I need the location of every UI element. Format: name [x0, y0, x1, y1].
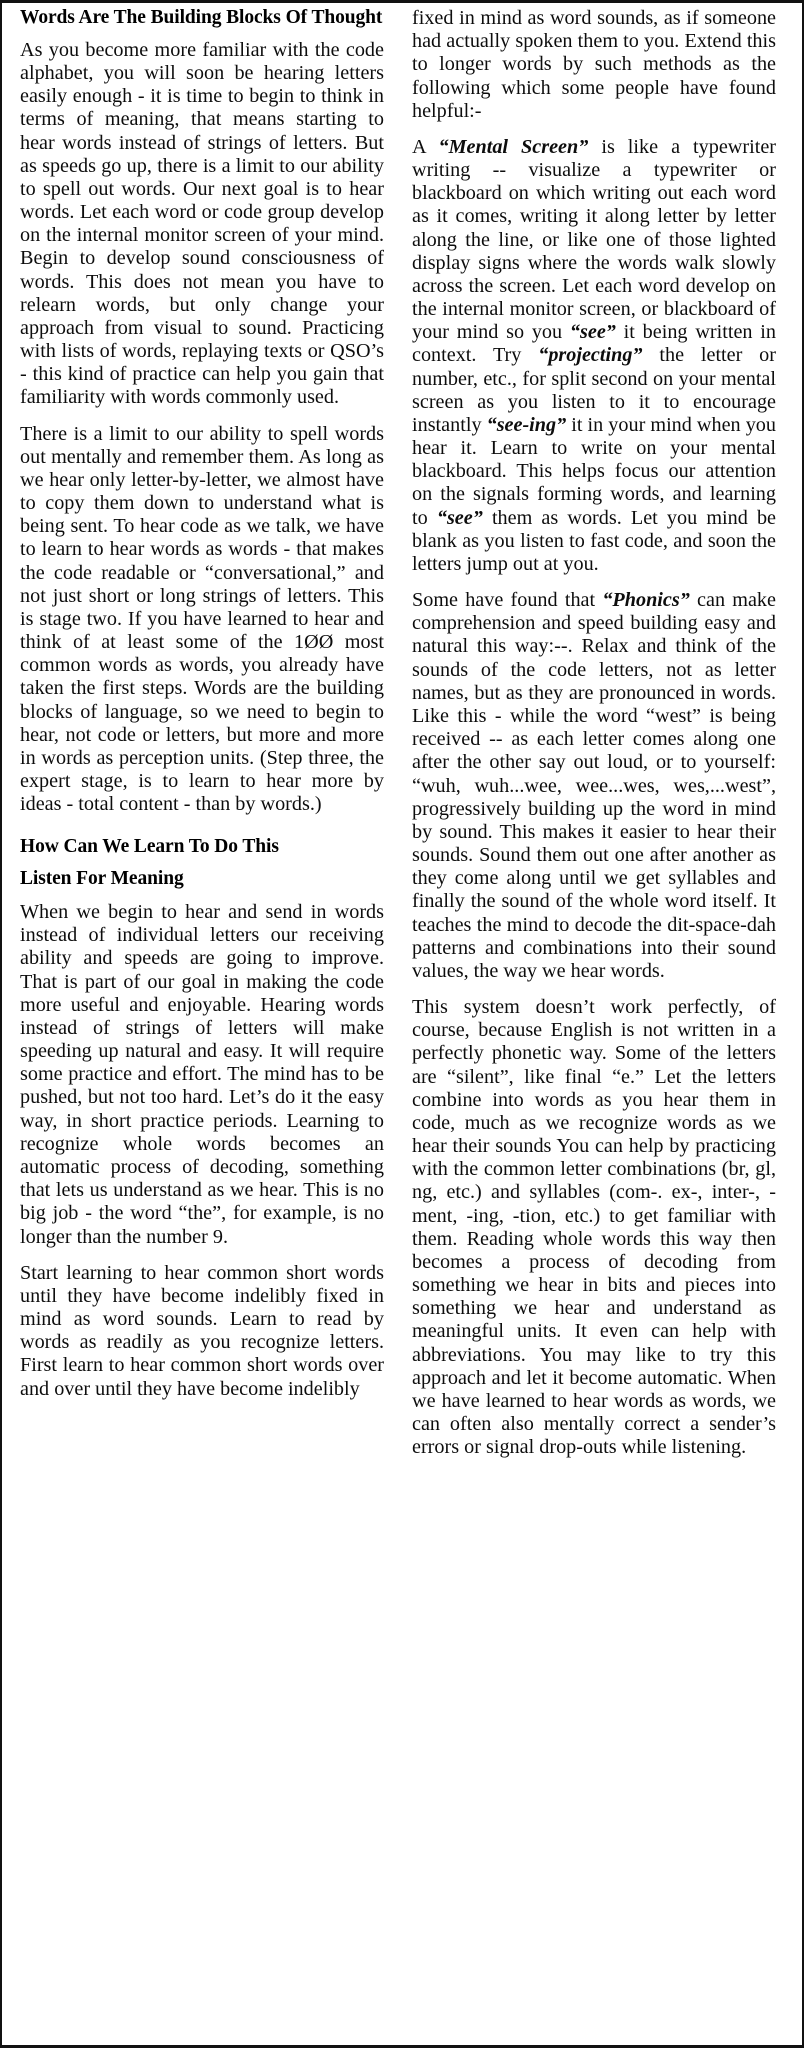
emphasized-term: “see” [569, 321, 616, 344]
emphasized-term: “see-ing” [486, 413, 567, 436]
paragraph-this-system-doesnt-work-perfectly: This system doesn’t work perfectly, of course, because English is not written in a perfectly phonetic way. Some of the letters are “silent”, like final “e.” Let the letters combine into words as you hear them in code, much as we recognize words as we hear their sounds You can help by practicing with the common letter combinations (br, gl, ng, etc.) and syllables (com-. ex-, inter-, -ment, -ing, -tion, etc.) to get familiar with them. Reading whole words this way then becomes a process of decoding from something we hear in bits and pieces into something we hear and understand as meaningful units. It even can help with abbreviations. You may like to try this approach and let it become automatic. When we have learned to hear words as words, we can often also mentally correct a sender’s errors or signal drop-outs while listening. [412, 996, 776, 1459]
two-column-body [2, 7, 802, 2045]
emphasized-term: “projecting” [538, 344, 643, 367]
paragraph-become-familiar: As you become more familiar with the code alphabet, you will soon be hearing letters easily enough - it is time to begin to think in terms of meaning, that means starting to hear words instead of strings of letters. But as speeds go up, there is a limit to our ability to spell out words. Our next goal is to hear words. Let each word or code group develop on the internal monitor screen of your mind. Begin to develop sound consciousness of words. This does not mean you have to relearn words, but only change your approach from visual to sound. Practicing with lists of words, replaying texts or QSO’s - this kind of practice can help you gain that familiarity with words commonly used. [20, 38, 384, 409]
paragraph-when-we-begin-to-hear: When we begin to hear and send in words instead of individual letters our receiving ability and speeds are going to improve. That is part of our goal in making the code more useful and enjoyable. Hearing words instead of strings of letters will make speeding up natural and easy. It will require some practice and effort. The mind has to be pushed, but not too hard. Let’s do it the easy way, in short practice periods. Learning to recognize whole words becomes an automatic process of decoding, something that lets us understand as we hear. This is no big job - the word “the”, for example, is no longer than the number 9. [20, 901, 384, 1248]
emphasized-term: “see” [436, 506, 483, 529]
emphasized-term: “Phonics” [602, 589, 690, 612]
right-column [410, 7, 776, 1459]
paragraph-limit-to-spell-out: There is a limit to our ability to spell words out mentally and remember them. As long as we hear only letter-by-letter, we almost have to copy them down to understand what is being sent. To hear code as we talk, we have to learn to hear words as words - that makes the code readable or “conversational,” and not just short or long strings of letters. This is stage two. If you have learned to hear and think of at least some of the 1ØØ most common words as words, you already have taken the first steps. Words are the building blocks of language, so we need to begin to hear, not code or letters, but more and more in words as perception units. (Step three, the expert stage, is to learn to hear more by ideas - total content - than by words.) [20, 422, 384, 816]
heading-listen-for-meaning: Listen For Meaning [20, 868, 184, 890]
paragraph-fixed-in-mind-as-word-sounds: fixed in mind as word sounds, as if someone had actually spoken them to you. Extend this to longer words by such methods as the following which some people have found helpful:- [412, 7, 776, 122]
paragraph-phonics: Some have found that “Phonics” can make comprehension and speed building easy and natural this way:--. Relax and think of the sounds of the code letters, not as letter names, but as they are pronounced in words. Like this - while the word “west” is being received -- as each letter comes along one after the other say out loud, or to yourself: “wuh, wuh...wee, wee...wes, wes,...west”, progressively building up the word in mind by sound. This makes it easier to hear their sounds. Sound them out one after another as they come along until we get syllables and finally the sound of the whole word itself. It teaches the mind to decode the dit-space-dah patterns and combinations into their sound values, the way we hear words. [412, 589, 776, 982]
paragraph-mental-screen: A “Mental Screen” is like a typewriter writing -- visualize a typewriter or blackboard on which writing out each word as it comes, writing it along letter by letter along the line, or like one of those lighted display signs where the words walk slowly across the screen. Let each word develop on the internal monitor screen, or blackboard of your mind so you “see” it being written in context. Try “projecting” the letter or number, etc., for split second on your mental screen as you listen to it to encourage instantly “see-ing” it in your mind when you hear it. Learn to write on your mental blackboard. This helps focus our attention on the signals forming words, and learning to “see” them as words. Let you mind be blank as you listen to fast code, and soon the letters jump out at you. [412, 135, 777, 575]
heading-how-can-we-learn-to-do-this: How Can We Learn To Do This [20, 836, 279, 858]
emphasized-term: “Mental Screen” [438, 135, 589, 158]
heading-words-are-the-building-blocks: Words Are The Building Blocks Of Thought [20, 7, 383, 28]
left-column [20, 7, 386, 1401]
paragraph-start-learning-common-short-words: Start learning to hear common short words until they have become indelibly fixed in mind as word sounds. Learn to read by words as readily as you recognize letters. First learn to hear common short words over and over until they have become indelibly [20, 1261, 384, 1400]
